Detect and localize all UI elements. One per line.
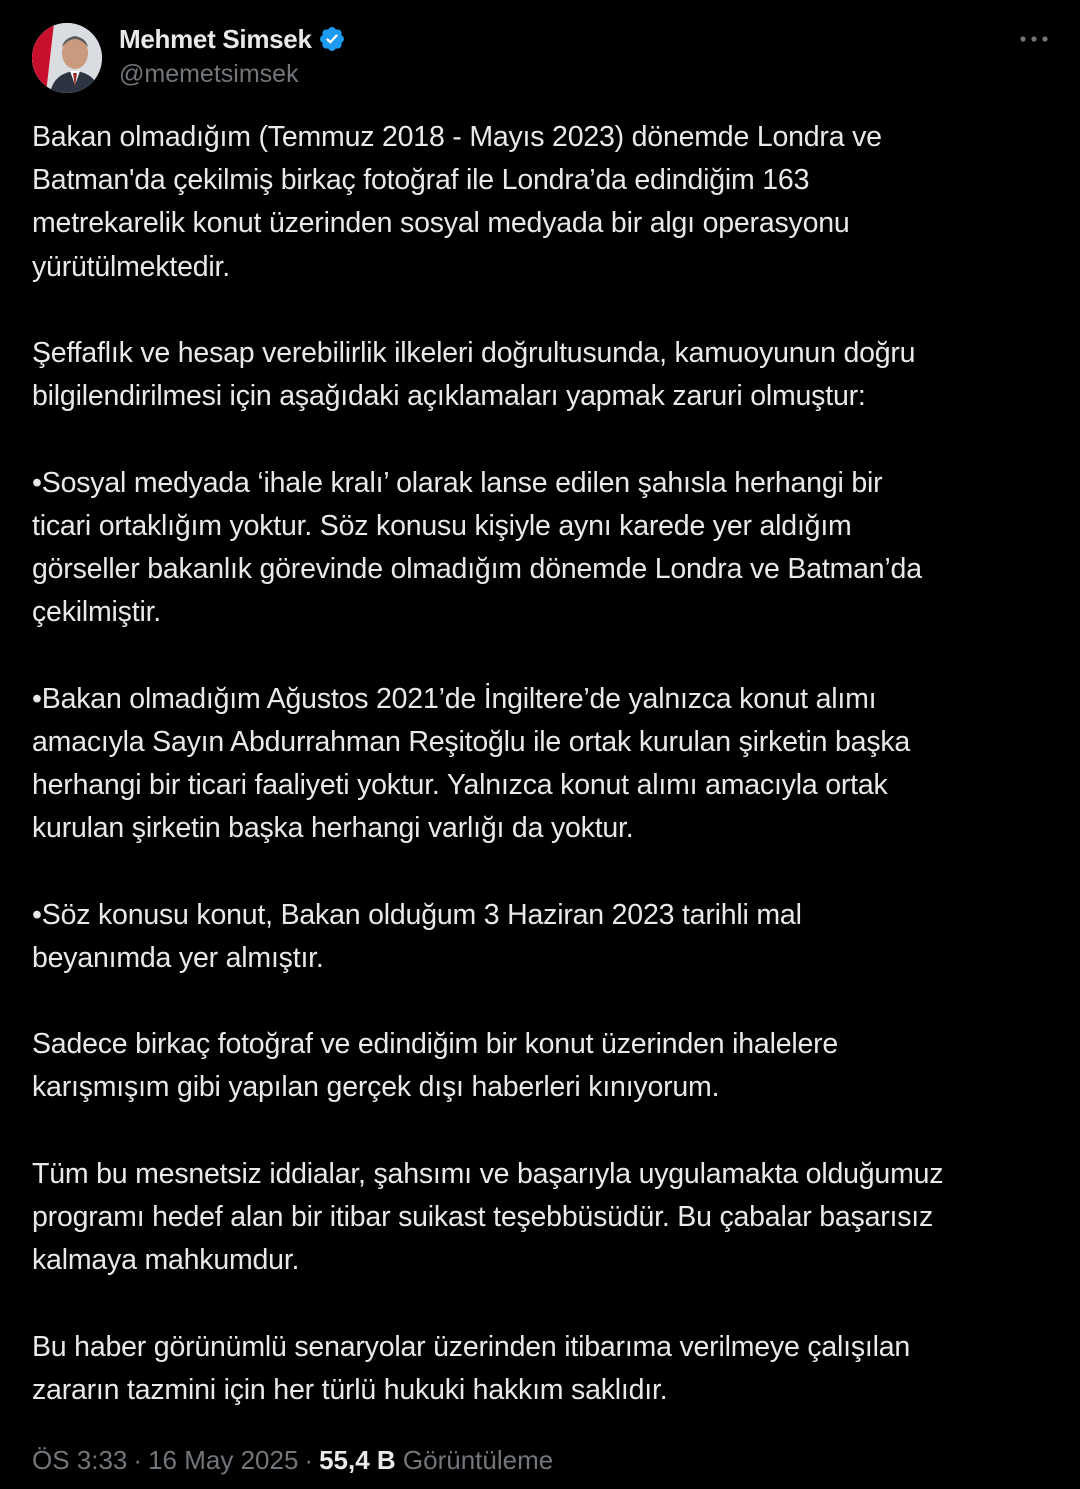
tweet-paragraph: •Sosyal medyada ‘ihale kralı’ olarak lanse edilen şahısla herhangi bir ticari ortaklığım yoktur. Söz konusu kişiyle aynı karede yer aldığım görseller bakanlık görevinde olmadığım dönemde Londra ve Batman’da çekilmiştir. [32,466,922,629]
more-options-button[interactable] [1016,24,1052,54]
views-label[interactable]: Görüntüleme [402,1445,554,1475]
more-options-icon [1019,35,1049,43]
display-name-row [119,22,346,56]
tweet-paragraph: Tüm bu mesnetsiz iddialar, şahsımı ve başarıyla uygulamakta olduğumuz programı hedef alan bir itibar suikast teşebbüsüdür. Bu çabalar başarısız kalmaya mahkumdur. [32,1157,944,1277]
tweet-meta [32,1445,553,1476]
tweet-paragraph: Bu haber görünümlü senaryolar üzerinden itibarıma verilmeye çalışılan zararın tazmini için her türlü hukuki hakkım saklıdır. [32,1330,911,1406]
tweet-time[interactable]: ÖS 3:33 [32,1445,128,1475]
tweet-date[interactable]: 16 May 2025 [148,1445,299,1475]
tweet-paragraph: Bakan olmadığım (Temmuz 2018 - Mayıs 2023) dönemde Londra ve Batman'da çekilmiş birkaç fotoğraf ile Londra’da edindiğim 163 metrekarelik konut üzerinden sosyal medyada bir algı operasyonu yürütülmektedir. [32,121,882,283]
author-handle[interactable]: @memetsimsek [119,60,299,88]
meta-separator: · [133,1445,143,1475]
verified-badge-icon[interactable] [318,25,346,53]
tweet-paragraph: •Bakan olmadığım Ağustos 2021’de İngiltere’de yalnızca konut alımı amacıyla Sayın Abdurrahman Reşitoğlu ile ortak kurulan şirketin başka herhangi bir ticari faaliyeti yoktur. Yalnızca konut alımı amacıyla ortak kurulan şirketin başka herhangi varlığı da yoktur. [32,682,911,845]
avatar[interactable] [32,23,102,93]
views-count[interactable]: 55,4 B [319,1445,396,1475]
tweet-paragraph: •Söz konusu konut, Bakan olduğum 3 Haziran 2023 tarihli mal beyanımda yer almıştır. [32,898,802,974]
meta-separator: · [304,1445,314,1475]
display-name[interactable]: Mehmet Simsek [119,23,312,54]
tweet-text [32,116,1062,1412]
tweet-paragraph: Sadece birkaç fotoğraf ve edindiğim bir konut üzerinden ihalelere karışmışım gibi yapılan gerçek dışı haberleri kınıyorum. [32,1028,839,1104]
tweet-paragraph: Şeffaflık ve hesap verebilirlik ilkeleri doğrultusunda, kamuoyunun doğru bilgilendirilmesi için aşağıdaki açıklamaları yapmak zaruri olmuştur: [32,337,916,413]
tweet-header [32,20,1052,95]
author-names [119,22,346,89]
avatar-image-icon [32,23,102,93]
